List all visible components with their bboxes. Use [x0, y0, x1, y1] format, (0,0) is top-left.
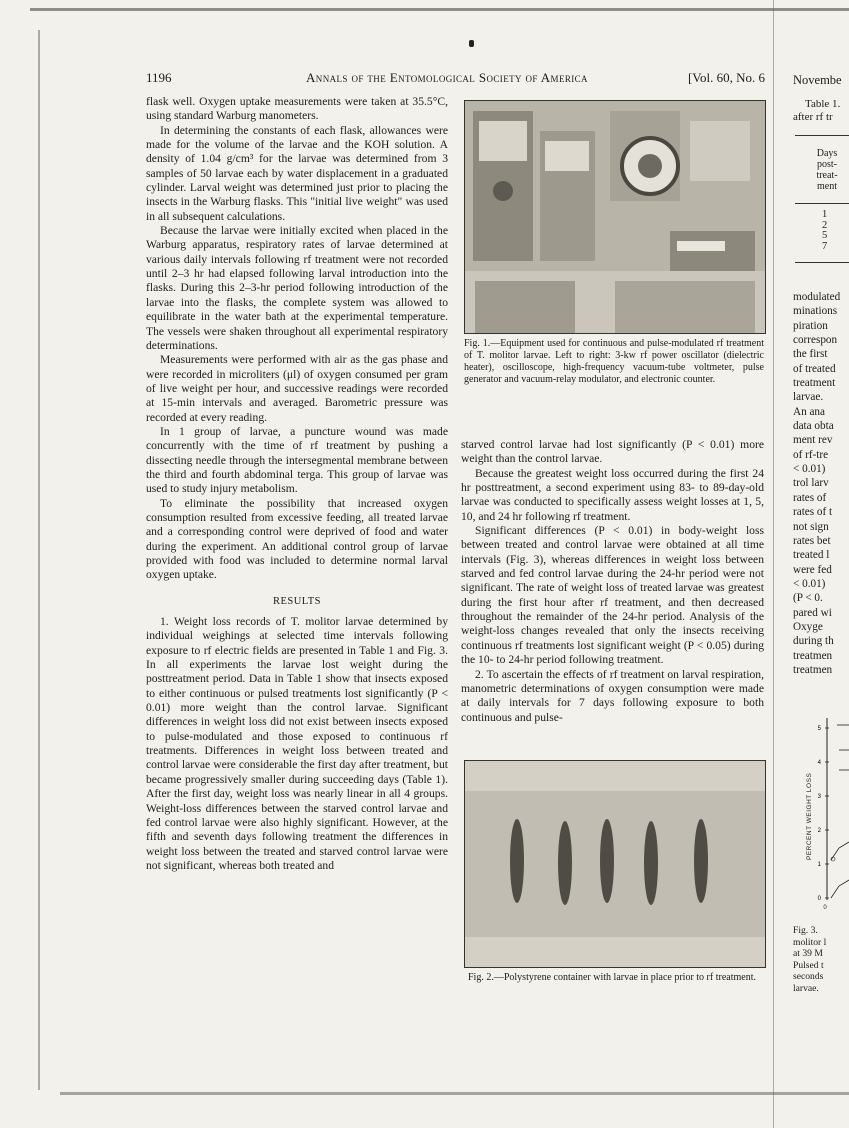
body-paragraph: flask well. Oxygen uptake measurements were taken at 35.5°C, using standard Warburg manometers.: [146, 95, 448, 123]
text-line: seconds: [793, 971, 824, 983]
text-line: during th: [793, 635, 834, 648]
text-line: treatmen: [793, 663, 833, 676]
figure-3-caption: [793, 925, 849, 995]
page-edge-top: [30, 8, 849, 11]
text-line: molitor l: [793, 936, 827, 948]
y-axis-label: PERCENT WEIGHT LOSS: [806, 772, 813, 860]
text-line: data obta: [793, 420, 834, 433]
figure-1-photo: [464, 100, 766, 334]
text-line: (P < 0.: [793, 592, 823, 605]
figure-2-photo: [464, 760, 766, 968]
body-paragraph: In determining the constants of each flask, allowances were made for the volume of the larvae and the KOH solution. A density of 1.04 g/cm³ for the larvae was determined from 3 samples of 50 larvae each by water displacement in a graduated cylinder. Larval weight was determined just prior to placing the insects in the Warburg flasks. This "initial live weight" was used in all subsequent calculations.: [146, 123, 448, 223]
volume-issue: [Vol. 60, No. 6: [687, 70, 765, 85]
text-line: correspon: [793, 334, 838, 347]
text-line: ment rev: [793, 434, 833, 447]
text-line: of rf-tre: [793, 448, 829, 461]
body-paragraph: Because the larvae were initially excited when placed in the Warburg apparatus, respiratory rates of larvae determined at various daily intervals following rf treatment were not recorded until 2–3 hr had elapsed following larval introduction into the flasks. During this 2–3-hr period following introduction of the larvae into the flasks, the complete system was allowed to equilibrate in the water bath at the experimental temperature. The vessels were shaken throughout all experimental respiratory determinations.: [146, 224, 448, 352]
table-day: 1: [822, 209, 828, 220]
text-line: larvae.: [793, 391, 824, 404]
figure-1-caption: Fig. 1.—Equipment used for continuous and pulse-modulated rf treatment of T. molitor larvae. Left to right: 3-kw rf power oscillator (dielectric heater), oscilloscope, high-frequency vacuum-tube voltmeter, pulse generator and vacuum-relay modulator, and electronic counter.: [464, 338, 764, 385]
middle-paragraphs: [461, 438, 764, 725]
table-title-line: after rf tr: [793, 111, 833, 123]
text-line: the first: [793, 348, 828, 361]
facing-page-text: [793, 290, 849, 677]
text-line: larvae.: [793, 982, 819, 994]
page-number: 1196: [146, 70, 172, 85]
body-paragraph: To eliminate the possibility that increased oxygen consumption resulted from excessive feeding, all treated larvae and a corresponding control were deprived of food and water during the experiment. An additional control group of larvae provided with food was included to determine normal larval oxygen uptake.: [146, 496, 448, 582]
text-line: Pulsed t: [793, 959, 824, 971]
left-column: [146, 95, 448, 873]
running-header: [146, 70, 771, 90]
text-line: treated l: [793, 549, 830, 562]
text-line: rates bet: [793, 534, 831, 547]
page-edge-left: [38, 30, 40, 1090]
text-line: not sign: [793, 520, 829, 533]
text-line: modulated: [793, 291, 841, 303]
text-line: treatment: [793, 377, 836, 390]
y-tick-label: 1: [817, 862, 821, 868]
table-day: 2: [822, 219, 828, 231]
y-tick-label: 5: [817, 726, 821, 732]
body-paragraph: In 1 group of larvae, a puncture wound was made concurrently with the time of rf treatment by pushing a dissecting needle through the intersegmental membrane between the third and fourth abdominal terga. This group of larvae was used to study injury metabolism.: [146, 424, 448, 496]
left-paragraphs: [146, 95, 448, 583]
table-column-head: [805, 148, 849, 192]
text-line: were fed: [793, 563, 832, 576]
text-line: minations: [793, 305, 838, 318]
figure-2-caption: Fig. 2.—Polystyrene container with larvae in place prior to rf treatment.: [468, 972, 756, 983]
equipment-photo-icon: [465, 101, 765, 333]
table-head-line: ment: [817, 181, 837, 192]
punch-mark: [469, 40, 474, 47]
body-paragraph: Measurements were performed with air as the gas phase and were recorded in microliters (μl) of oxygen consumed per gram of live weight per hour, and successive readings were recorded at 15-min intervals and averaged. Barometric pressure was recorded at every reading.: [146, 353, 448, 424]
text-line: of treated: [793, 362, 836, 375]
text-line: Fig. 3.: [793, 925, 818, 936]
body-paragraph: Significant differences (P < 0.01) in body-weight loss between treated and control larvae were obtained at all time intervals (Fig. 3), whereas differences in weight loss between starved and fed control larvae during the 24-hr period were not significant. The rate of weight loss of treated larvae was greatest during the first hour after rf treatment, and then decreased throughout the remainder of the 24-hr period. Analysis of the weight-loss changes revealed that only the insects receiving continuous rf treatments lost significant weight (P < 0.05) during the 10- to 24-hr period following treatment.: [461, 524, 764, 667]
text-line: rates of: [793, 491, 827, 504]
y-tick-label: 0: [817, 896, 821, 902]
body-paragraph: 2. To ascertain the effects of rf treatment on larval respiration, manometric determinations of oxygen consumption were made at daily intervals for 7 days following exposure to both continuous and pulse-: [461, 667, 764, 724]
y-tick-label: 3: [817, 794, 821, 800]
body-paragraph: Because the greatest weight loss occurred during the first 24 hr posttreatment, a second experiment using 83- to 89-day-old larvae was conducted to specifically assess weight losses at 1, 5, 10, and 24 hr following rf treatment.: [461, 466, 764, 523]
figure-3-chart: [799, 710, 849, 910]
facing-page-header: Novembe: [793, 73, 842, 87]
table-head-line: Days: [816, 148, 838, 159]
table-title-line: Table 1.: [805, 98, 841, 110]
text-line: < 0.01): [793, 463, 826, 476]
page-gutter: [773, 0, 774, 1128]
x-tick-label: 0: [823, 905, 827, 910]
body-paragraph: starved control larvae had lost significantly (P < 0.01) more weight than the control larvae.: [461, 438, 764, 466]
results-paragraph: 1. Weight loss records of T. molitor larvae determined by individual weighings at selected time intervals following exposure to rf electric fields are presented in Table 1 and Fig. 3. In all experiments the larvae lost weight during the posttreatment period. Data in Table 1 show that insects exposed to either continuous or pulsed treatments lost significantly (P < 0.01) more weight than the control larvae. Significant differences in weight loss did not exist between insects exposed to pulse-modulated and those exposed to continuous rf treatments. Differences in weight loss between treated and control larvae were considerable the first day after treatment, but became progressively smaller during succeeding days (Table 1). After the first day, weight loss was nearly linear in all 4 groups. Weight-loss differences between the starved control larvae and fed control larvae were also highly significant. However, at the fifth and seventh days following treatment the differences in weight loss between the treated and starved control larvae were not significant, whereas both treated and: [146, 615, 448, 872]
facing-table-title: [793, 98, 849, 124]
table-days: [822, 210, 827, 252]
text-line: < 0.01): [793, 577, 826, 590]
table-rule: [795, 262, 849, 263]
y-tick-label: 4: [817, 760, 821, 766]
text-line: treatmen: [793, 649, 833, 662]
table-rule: [795, 203, 849, 204]
text-line: pared wi: [793, 606, 832, 619]
table-day: 5: [822, 230, 828, 241]
y-tick-label: 2: [817, 828, 821, 834]
table-rule: [795, 135, 849, 136]
table-head-line: treat-: [816, 170, 838, 181]
text-line: An ana: [793, 405, 825, 418]
page-edge-bottom: [60, 1092, 849, 1095]
middle-column: [461, 438, 764, 725]
text-line: rates of t: [793, 506, 833, 519]
text-line: Oxyge: [793, 620, 823, 633]
larvae-container-photo-icon: [465, 761, 765, 967]
text-line: piration: [793, 319, 828, 332]
table-head-line: post-: [817, 159, 837, 170]
journal-title: Annals of the Entomological Society of America: [306, 70, 588, 85]
results-heading: RESULTS: [272, 595, 322, 607]
text-line: at 39 M: [793, 948, 823, 960]
series-line: [831, 880, 849, 898]
table-day: 7: [822, 240, 828, 252]
text-line: trol larv: [793, 477, 829, 490]
